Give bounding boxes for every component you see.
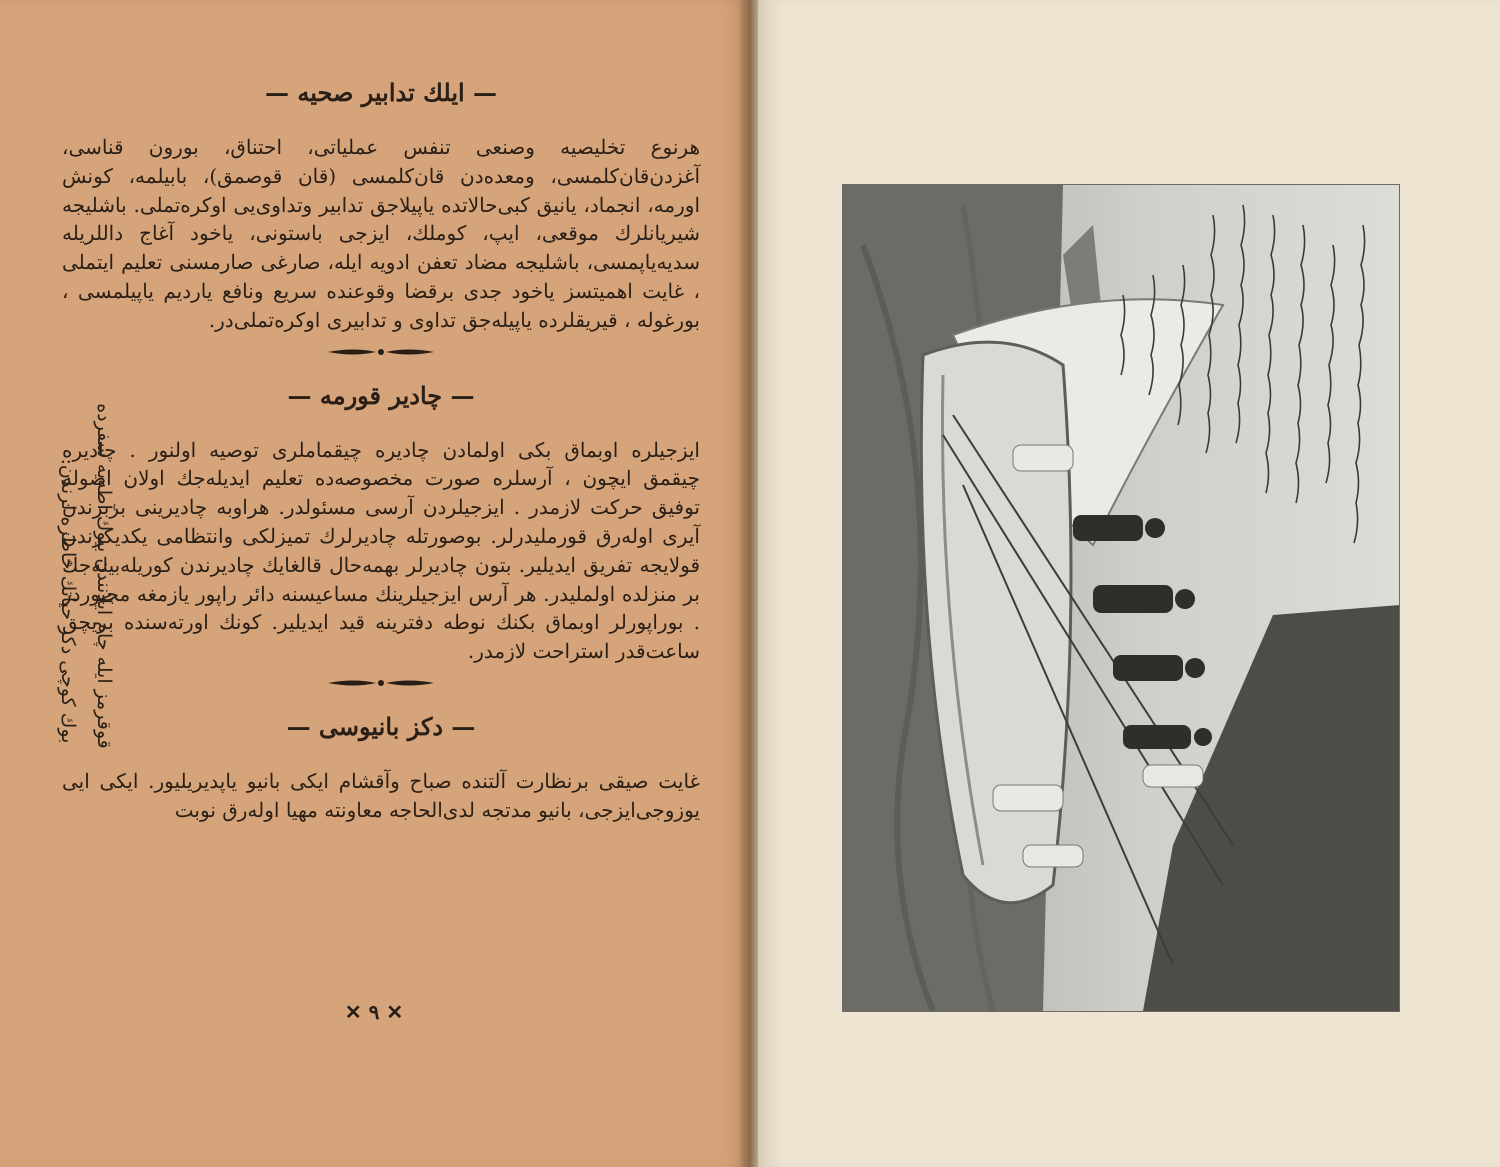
page-number-value: ۹ — [368, 1000, 380, 1024]
ornament-divider — [326, 345, 436, 359]
section-title-tent: — چادیر قورمه — — [287, 380, 475, 410]
photo-caption-line-1: قوقرمز ایله چام ایلانندن بیوك آطه‌یه سفرده — [93, 403, 115, 749]
section-body-first-aid: هرنوع تخلیصیه وصنعی تنفس عملیاتی، احتناق، بورون قناسی، آغزدن‌قان‌کلمسی، ومعده‌دن قان‌کلمسی (قان قوصمق)، بابیلمه، کونش اورمه، انجماد، یانیق کبی‌حالاتده یاپیلاجق تدابیر وتداوی‌یی اوکره‌تملی. باشلیجه شیریانلرك موقعی، ایپ، کوملك، ایزجی باستونی، یاخود آغاج داللریله سدیه‌یاپمسی، باشلیجه مضاد تعفن ادویه ایله، صارغی صارمسنی تعلیم ایتملی ، غایت اهمیتسز یاخود جدی برقضا وقوعنده سریع ونافع یاردیم یاپیلمسی ، بورغوله ، قیریقلرده یاپیله‌جق تداوی و تدابیری اوکره‌تملی‌در. — [62, 135, 700, 332]
section-body-tent: ایزجیلره اوبماق بکی اولمادن چادیره چیقماملری توصیه اولنور . چادیره چیقمق ایچون ، آرسلره صورت مخصوصه‌ده تعلیم ایدیله‌جك اولان اصوله توفیق حرکت لازمدر . ایزجیلردن آرسی مسئولدر. هراوبه چادیرینی بربرندن آیری اوله‌رق قورملیدرلر. بوصورتله چادیرلرك تمیزلکی وانتظامی یکدیکرندن قولایجه تفریق ایدیلیر. بتون چادیرلر بهمه‌حال قالغایك چادیرندن کوریله‌بیله‌جك بر منزلده اولملیدر. هر آرس ایزجیلرینك مساعیسنه دائر راپور یازمغه مجبوردر . بوراپورلر اوبماق بکنك نوطه دفترینه قید ایدیلیر. کونك اورته‌سنده بریچق ساعت‌قدر استراحت لازمدر. — [62, 437, 700, 664]
ornament-divider — [326, 676, 436, 690]
left-text-column — [62, 78, 700, 825]
section-title-first-aid: — ایلك تدابیر صحیه — — [264, 78, 498, 107]
photo-caption-line-2: بوك کوچی دکز حیاتك خاطره لرندن: — [57, 458, 79, 744]
page-mark-icon: ✕ — [344, 1000, 362, 1024]
boat-photo — [842, 184, 1400, 1012]
section-title-sea-bath: — دکز بانیوسی — — [286, 711, 476, 741]
section-body-sea-bath: غایت صیقی برنظارت آلتنده صباح وآقشام ایکی بانیو یاپدیریلیور. ایکی ایی یوزوجی‌ایزجی، بانیو مدتجه لدی‌الحاجه معاونته مهیا اوله‌رق نوبت — [62, 768, 700, 822]
page-mark-icon: ✕ — [386, 1000, 404, 1024]
boat-photo-illustration — [843, 185, 1399, 1011]
